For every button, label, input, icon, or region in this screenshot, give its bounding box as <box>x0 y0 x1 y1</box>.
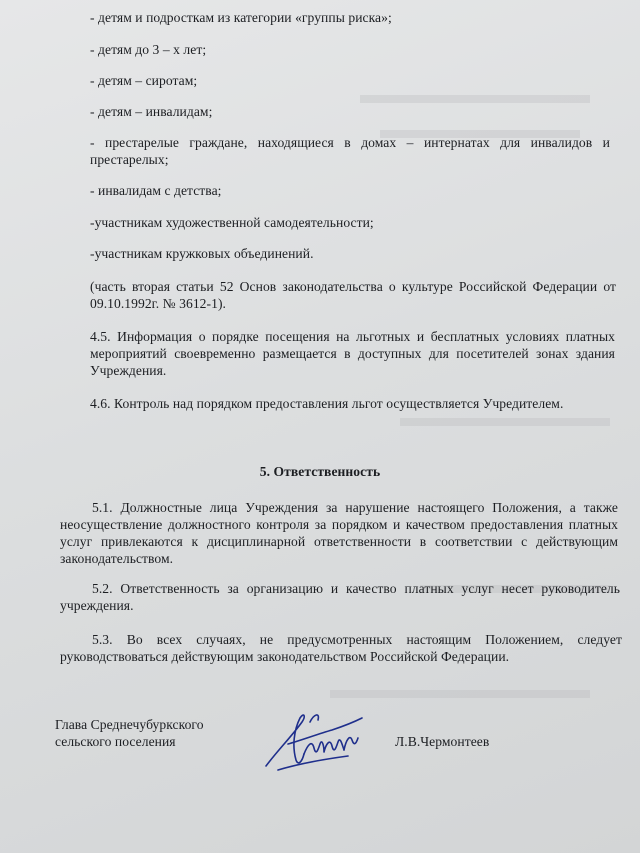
paragraph-4-5-line: 4.5. Информация о порядке посещения на льготных и бесплатных условиях платных <box>90 329 615 344</box>
paragraph-5-3-line: руководствоваться действующим законодательством Российской Федерации. <box>60 649 510 664</box>
paragraph-4-5-line: мероприятий своевременно размещается в доступных для посетителей зонах здания <box>90 346 615 361</box>
list-item: - престарелые граждане, находящиеся в домах – интернатах для инвалидов и <box>90 135 610 150</box>
paragraph-5-2-line: учреждения. <box>60 598 134 613</box>
bleed-through <box>400 418 610 426</box>
citation-line: (часть вторая статьи 52 Основ законодательства о культуре Российской Федерации от <box>90 279 616 294</box>
list-item: - детям до 3 – х лет; <box>90 42 207 57</box>
paragraph-5-1-line: услуг привлекаются к дисциплинарной ответственности в соответствии с действующим <box>60 534 618 549</box>
handwritten-signature <box>258 700 368 780</box>
citation-line: 09.10.1992г. № 3612-1). <box>90 296 226 311</box>
bleed-through <box>330 690 590 698</box>
signatory-position: Глава Среднечубуркского <box>55 717 204 732</box>
paragraph-5-2-line: 5.2. Ответственность за организацию и качество платных услуг несет руководитель <box>92 581 620 596</box>
list-item: - детям – инвалидам; <box>90 104 213 119</box>
paragraph-4-6: 4.6. Контроль над порядком предоставления льгот осуществляется Учредителем. <box>90 396 564 411</box>
signatory-position: сельского поселения <box>55 734 176 749</box>
list-item: - детям и подросткам из категории «группы риска»; <box>90 10 392 25</box>
list-item: -участникам художественной самодеятельности; <box>90 215 374 230</box>
section-title: 5. Ответственность <box>259 464 381 479</box>
paragraph-5-1-line: неосуществление должностного контроля за порядком и качеством предоставления платных <box>60 517 618 532</box>
paragraph-5-1-line: законодательством. <box>60 551 174 566</box>
signatory-name: Л.В.Чермонтеев <box>395 734 490 749</box>
paragraph-4-5-line: Учреждения. <box>90 363 167 378</box>
list-item-continuation: престарелых; <box>90 152 169 167</box>
list-item: - инвалидам с детства; <box>90 183 222 198</box>
list-item: -участникам кружковых объединений. <box>90 246 314 261</box>
paragraph-5-3-line: 5.3. Во всех случаях, не предусмотренных настоящим Положением, следует <box>92 632 622 647</box>
bleed-through <box>360 95 590 103</box>
list-item: - детям – сиротам; <box>90 73 198 88</box>
paragraph-5-1-line: 5.1. Должностные лица Учреждения за нарушение настоящего Положения, а также <box>92 500 618 515</box>
